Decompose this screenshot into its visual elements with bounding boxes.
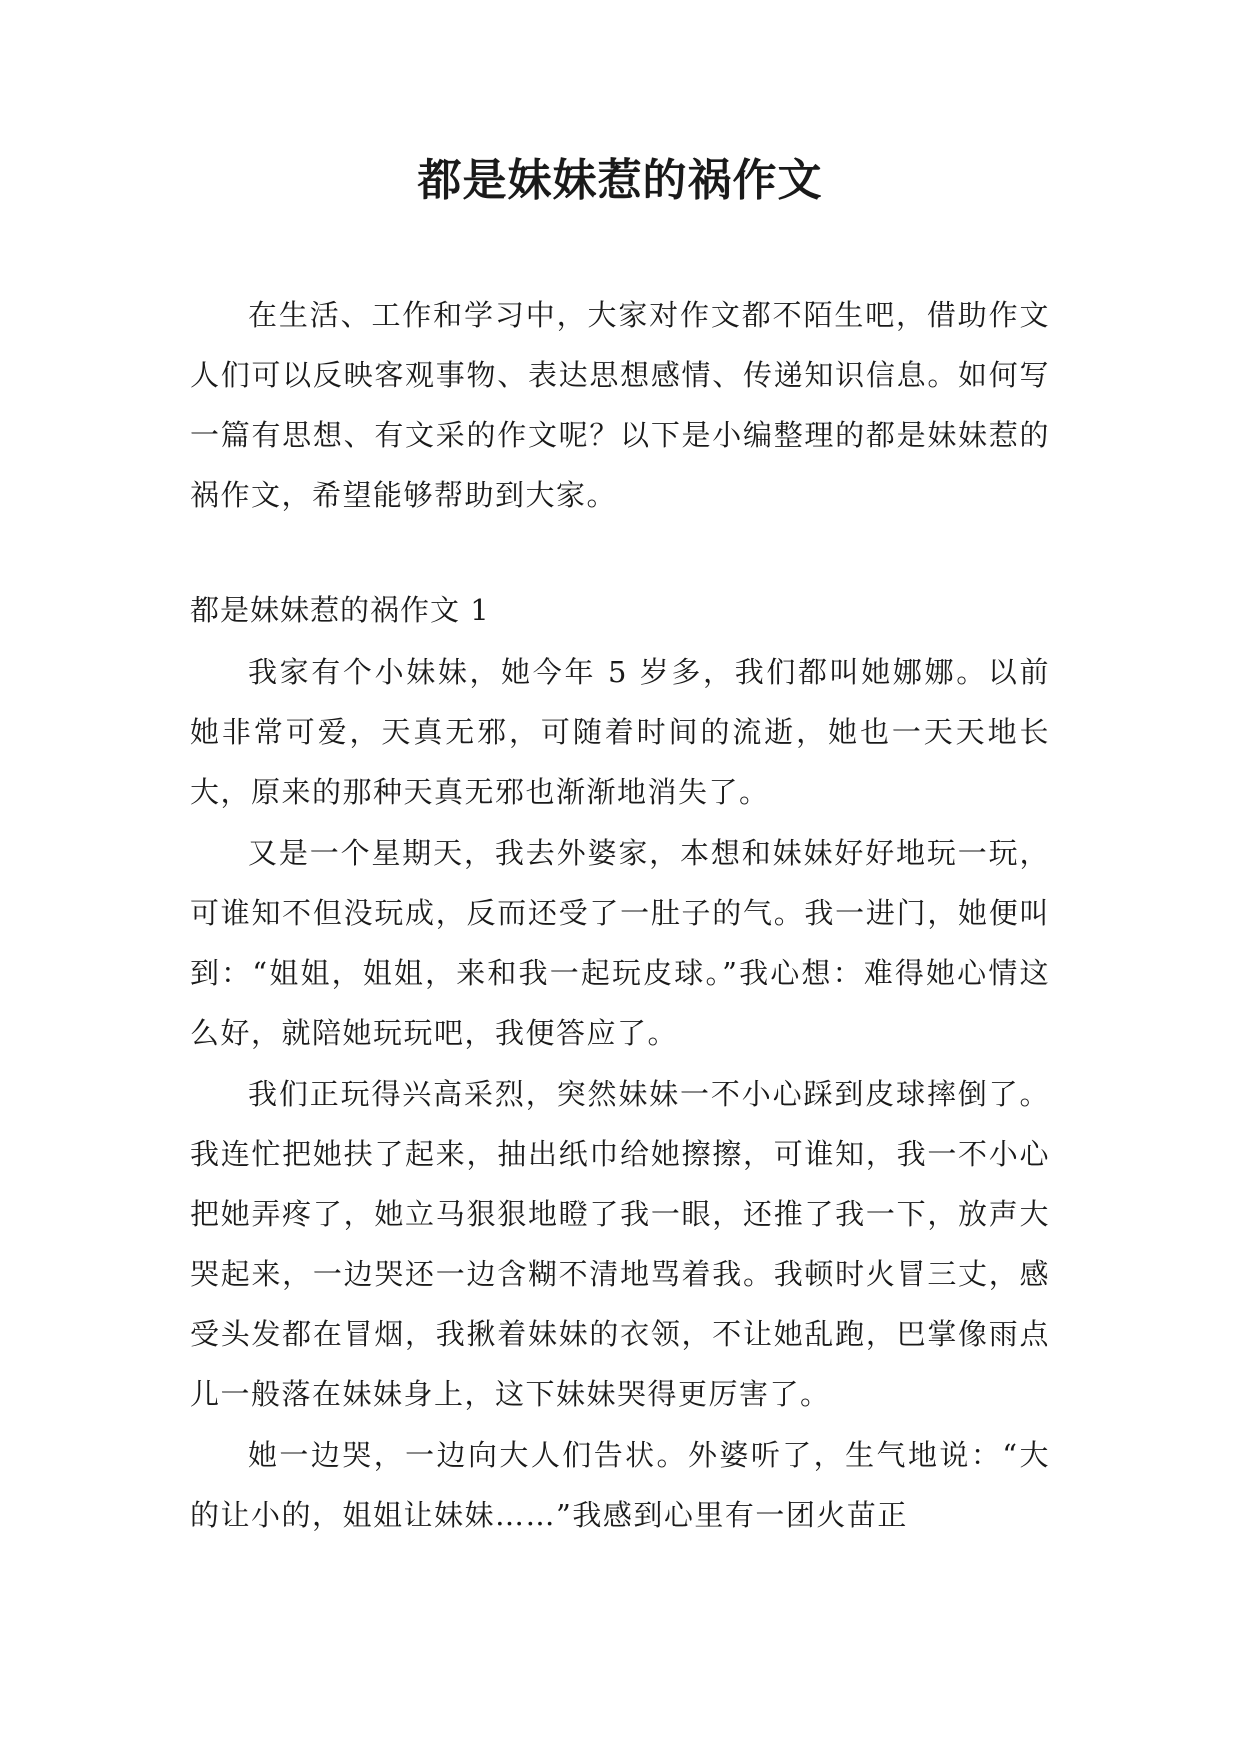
essay-paragraph: 她一边哭，一边向大人们告状。外婆听了，生气地说：“大的让小的，姐姐让妹妹……”我感到心里有一团火苗正 [190, 1438, 1050, 1532]
essay-paragraph: 我家有个小妹妹，她今年 5 岁多，我们都叫她娜娜。以前她非常可爱，天真无邪，可随着时间的流逝，她也一天天地长大，原来的那种天真无邪也渐渐地消失了。 [190, 655, 1050, 809]
intro-paragraph: 在生活、工作和学习中，大家对作文都不陌生吧，借助作文人们可以反映客观事物、表达思想感情、传递知识信息。如何写一篇有思想、有文采的作文呢？以下是小编整理的都是妹妹惹的祸作文，希望能够帮助到大家。 [190, 298, 1050, 512]
essay-paragraph: 我们正玩得兴高采烈，突然妹妹一不小心踩到皮球摔倒了。我连忙把她扶了起来，抽出纸巾给她擦擦，可谁知，我一不小心把她弄疼了，她立马狠狠地瞪了我一眼，还推了我一下，放声大哭起来，一边哭还一边含糊不清地骂着我。我顿时火冒三丈，感受头发都在冒烟，我揪着妹妹的衣领，不让她乱跑，巴掌像雨点儿一般落在妹妹身上，这下妹妹哭得更厉害了。 [190, 1077, 1050, 1411]
essay-paragraph: 又是一个星期天，我去外婆家，本想和妹妹好好地玩一玩，可谁知不但没玩成，反而还受了一肚子的气。我一进门，她便叫到：“姐姐，姐姐，来和我一起玩皮球。”我心想：难得她心情这么好，就陪她玩玩吧，我便答应了。 [190, 836, 1050, 1050]
essay-section [190, 580, 1050, 1546]
essay-body [190, 642, 1050, 1545]
document-title: 都是妹妹惹的祸作文 [417, 155, 823, 206]
intro-block [190, 285, 1050, 525]
section-heading: 都是妹妹惹的祸作文 1 [190, 593, 490, 627]
